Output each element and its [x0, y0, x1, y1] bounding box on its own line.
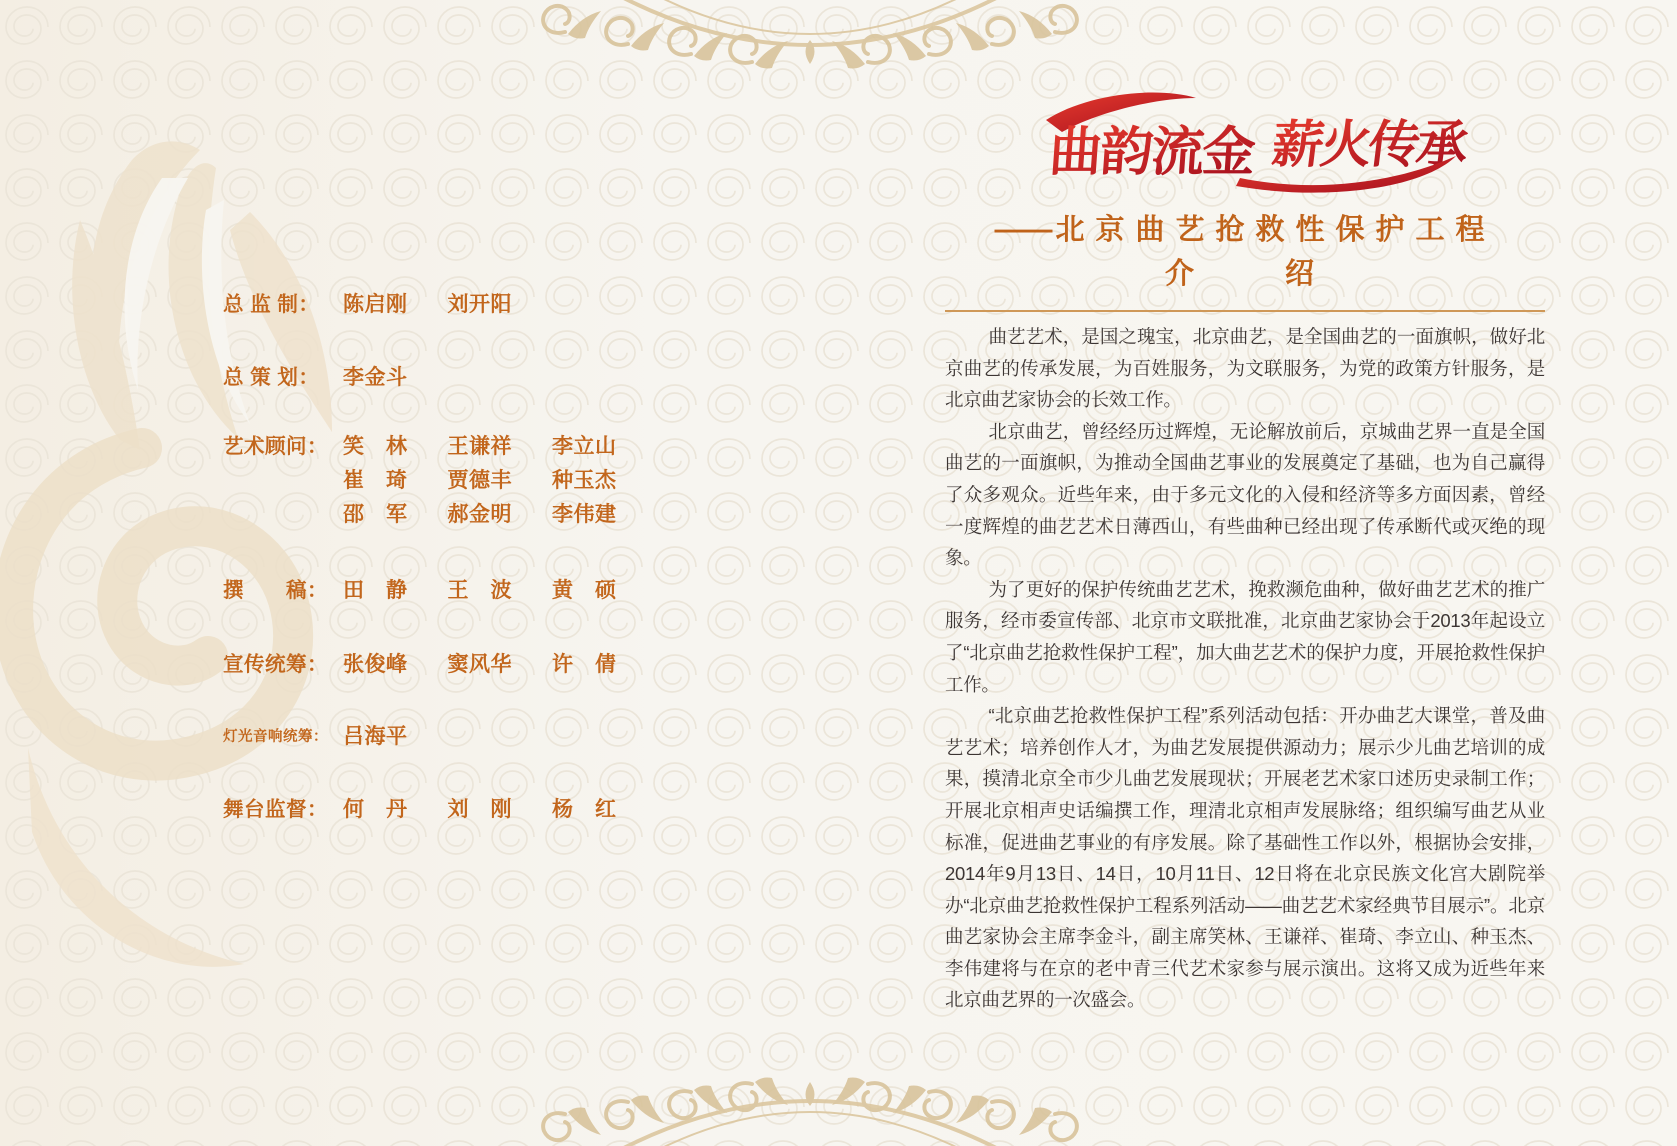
credit-row — [343, 720, 408, 754]
credit-name: 陈启刚 — [343, 293, 408, 316]
credit-name: 刘开阳 — [447, 293, 512, 316]
credit-label: 总 监 制： — [223, 293, 320, 316]
credit-row — [343, 793, 617, 827]
credit-row — [343, 574, 617, 608]
credit-name: 崔 琦 — [343, 469, 408, 492]
credit-name: 李立山 — [552, 435, 617, 458]
credit-group-stage-supervisors — [223, 793, 617, 827]
article-paragraph: 曲艺艺术，是国之瑰宝，北京曲艺，是全国曲艺的一面旗帜，做好北京曲艺的传承发展，为百姓服务，为文联服务，为党的政策方针服务，是北京曲艺家协会的长效工作。 — [945, 326, 1545, 411]
article-body — [945, 321, 1545, 1016]
credit-name: 王谦祥 — [447, 435, 512, 458]
article-paragraph: 为了更好的保护传统曲艺艺术，挽救濒危曲种，做好曲艺艺术的推广服务，经市委宣传部、北京市文联批准，北京曲艺家协会于2013年起设立了“北京曲艺抢救性保护工程”，加大曲艺艺术的保护力度，开展抢救性保护工作。 — [945, 578, 1545, 695]
credit-group-art-advisors — [223, 430, 617, 532]
credit-name: 杨 红 — [552, 798, 617, 821]
credit-name: 王 波 — [447, 579, 512, 602]
credit-label: 艺术顾问： — [223, 435, 328, 458]
credit-name: 郝金明 — [447, 503, 512, 526]
credit-group-publicity — [223, 648, 617, 682]
title-dash: —— — [994, 214, 1053, 246]
top-ornament — [520, 0, 1100, 70]
credit-row — [343, 361, 408, 395]
logo-part2: 薪火传承 — [1269, 116, 1468, 173]
credit-name: 李伟建 — [552, 503, 617, 526]
logo-part1: 曲韵流金 — [1047, 123, 1256, 182]
credit-name: 窦风华 — [447, 653, 512, 676]
credit-row — [343, 464, 617, 498]
credit-label: 总 策 划： — [223, 366, 320, 389]
credit-name: 邵 军 — [343, 503, 408, 526]
title-divider-rule — [945, 310, 1545, 312]
credit-name: 李金斗 — [343, 366, 408, 389]
credit-name: 笑 林 — [343, 435, 408, 458]
credit-label: 灯光音响统筹： — [223, 729, 328, 745]
bottom-ornament — [520, 1076, 1100, 1146]
credit-label: 撰 稿： — [223, 579, 328, 602]
credit-name: 吕海平 — [343, 725, 408, 748]
credit-name: 张俊峰 — [343, 653, 408, 676]
credit-row — [343, 288, 512, 322]
credit-name: 贾德丰 — [447, 469, 512, 492]
credit-group-lighting-sound — [223, 720, 408, 754]
credit-group-writers — [223, 574, 617, 608]
credit-row — [343, 430, 617, 464]
credit-row — [343, 498, 617, 532]
title-line2: 介 绍 — [1164, 258, 1325, 290]
credit-name: 黄 硕 — [552, 579, 617, 602]
page-title — [945, 213, 1545, 291]
credit-name: 刘 刚 — [447, 798, 512, 821]
credit-label: 宣传统筹： — [223, 653, 328, 676]
logo — [1028, 86, 1468, 194]
credit-group-chief-planner — [223, 361, 408, 395]
article-paragraph: 北京曲艺，曾经经历过辉煌，无论解放前后，京城曲艺界一直是全国曲艺的一面旗帜，为推动全国曲艺事业的发展奠定了基础，也为自己赢得了众多观众。近些年来，由于多元文化的入侵和经济等多方面因素，曾经一度辉煌的曲艺艺术日薄西山，有些曲种已经出现了传承断代或灭绝的现象。 — [945, 420, 1545, 569]
credit-name: 许 倩 — [552, 653, 617, 676]
title-main: 北京曲艺抢救性保护工程 — [1055, 214, 1496, 246]
credit-label: 舞台监督： — [223, 798, 328, 821]
credit-name: 田 静 — [343, 579, 408, 602]
credit-name: 何 丹 — [343, 798, 408, 821]
credit-row — [343, 648, 617, 682]
article-paragraph: “北京曲艺抢救性保护工程”系列活动包括：开办曲艺大课堂，普及曲艺艺术；培养创作人才，为曲艺发展提供源动力；展示少儿曲艺培训的成果，摸清北京全市少儿曲艺发展现状；开展老艺术家口述历史录制工作；开展北京相声史话编撰工作，理清北京相声发展脉络；组织编写曲艺从业标准，促进曲艺事业的有序发展。除了基础性工作以外，根据协会安排，2014年9月13日、14日，10月11日、12日将在北京民族文化宫大剧院举办“北京曲艺抢救性保护工程系列活动——曲艺艺术家经典节目展示”。北京曲艺家协会主席李金斗，副主席笑林、王谦祥、崔琦、李立山、种玉杰、李伟建将与在京的老中青三代艺术家参与展示演出。这将又成为近些年来北京曲艺界的一次盛会。 — [945, 705, 1545, 1011]
credit-name: 种玉杰 — [552, 469, 617, 492]
credit-group-chief-supervisor — [223, 288, 512, 322]
title-line1 — [945, 213, 1545, 247]
